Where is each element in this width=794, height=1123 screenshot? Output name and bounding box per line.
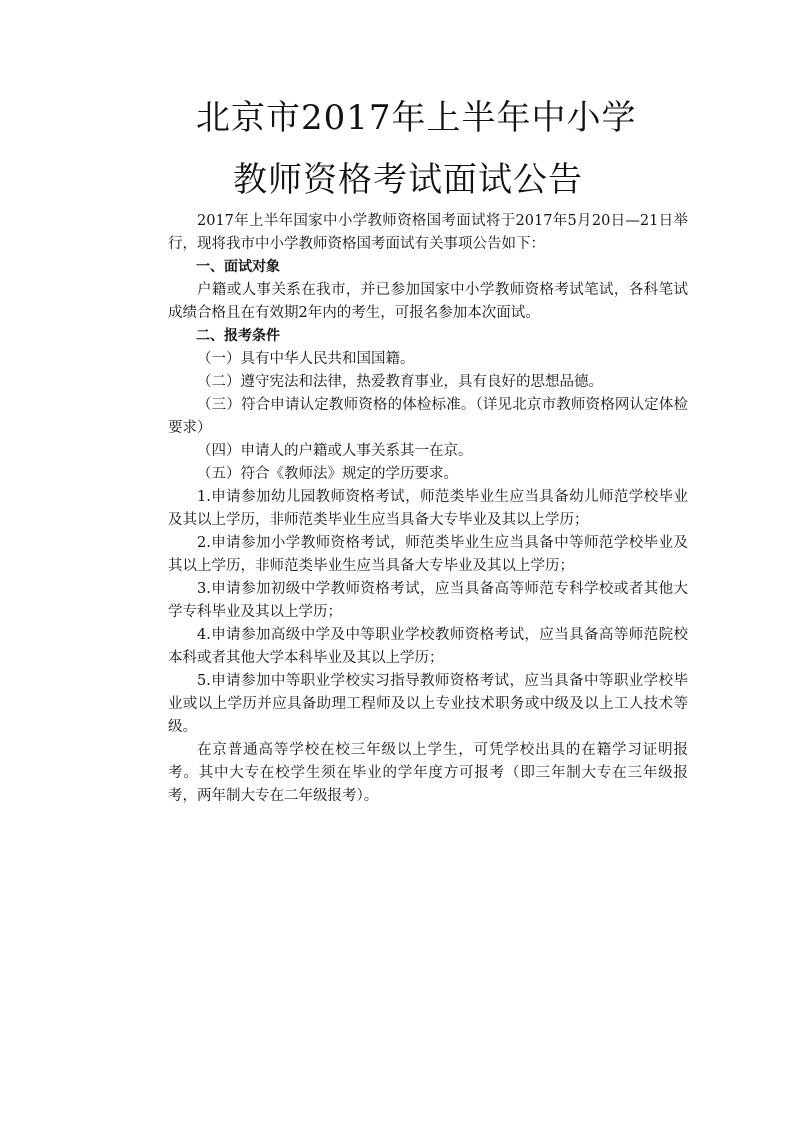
section-heading-interview-targets: 一、面试对象 — [196, 259, 280, 275]
condition-item: （一）具有中华人民共和国国籍。 — [197, 351, 415, 367]
education-requirement-item: 1.申请参加幼儿园教师资格考试，师范类毕业生应当具备幼儿师范学校毕业及其以上学历，非师范类毕业生应当具备大专毕业及其以上学历； — [168, 489, 688, 528]
document-body — [168, 210, 688, 808]
condition-item: （三）符合申请认定教师资格的体检标准。（详见北京市教师资格网认定体检要求） — [168, 397, 688, 436]
page-title-line1: 北京市2017年上半年中小学 — [196, 98, 637, 138]
interview-targets-paragraph: 户籍或人事关系在我市，并已参加国家中小学教师资格考试笔试，各科笔试成绩合格且在有效期2年内的考生，可报名参加本次面试。 — [168, 282, 688, 321]
student-note-paragraph: 在京普通高等学校在校三年级以上学生，可凭学校出具的在籍学习证明报考。其中大专在校学生须在毕业的学年度方可报考（即三年制大专在三年级报考，两年制大专在二年级报考）。 — [168, 742, 688, 804]
education-requirement-item: 2.申请参加小学教师资格考试，师范类毕业生应当具备中等师范学校毕业及其以上学历，非师范类毕业生应当具备大专毕业及其以上学历； — [168, 535, 688, 574]
condition-item: （四）申请人的户籍或人事关系其一在京。 — [197, 443, 473, 459]
condition-item: （五）符合《教师法》规定的学历要求。 — [197, 466, 458, 482]
page-title-line2: 教师资格考试面试公告 — [233, 160, 583, 200]
section-heading-conditions: 二、报考条件 — [196, 328, 280, 344]
education-requirement-item: 3.申请参加初级中学教师资格考试，应当具备高等师范专科学校或者其他大学专科毕业及其以上学历； — [168, 581, 688, 620]
intro-paragraph: 2017年上半年国家中小学教师资格国考面试将于2017年5月20日—21日举行，现将我市中小学教师资格国考面试有关事项公告如下： — [168, 213, 688, 252]
education-requirement-item: 4.申请参加高级中学及中等职业学校教师资格考试，应当具备高等师范院校本科或者其他大学本科毕业及其以上学历； — [168, 627, 688, 666]
condition-item: （二）遵守宪法和法律，热爱教育事业，具有良好的思想品德。 — [197, 374, 603, 390]
education-requirement-item: 5.申请参加中等职业学校实习指导教师资格考试，应当具备中等职业学校毕业或以上学历并应具备助理工程师及以上专业技术职务或中级及以上工人技术等级。 — [168, 673, 688, 735]
